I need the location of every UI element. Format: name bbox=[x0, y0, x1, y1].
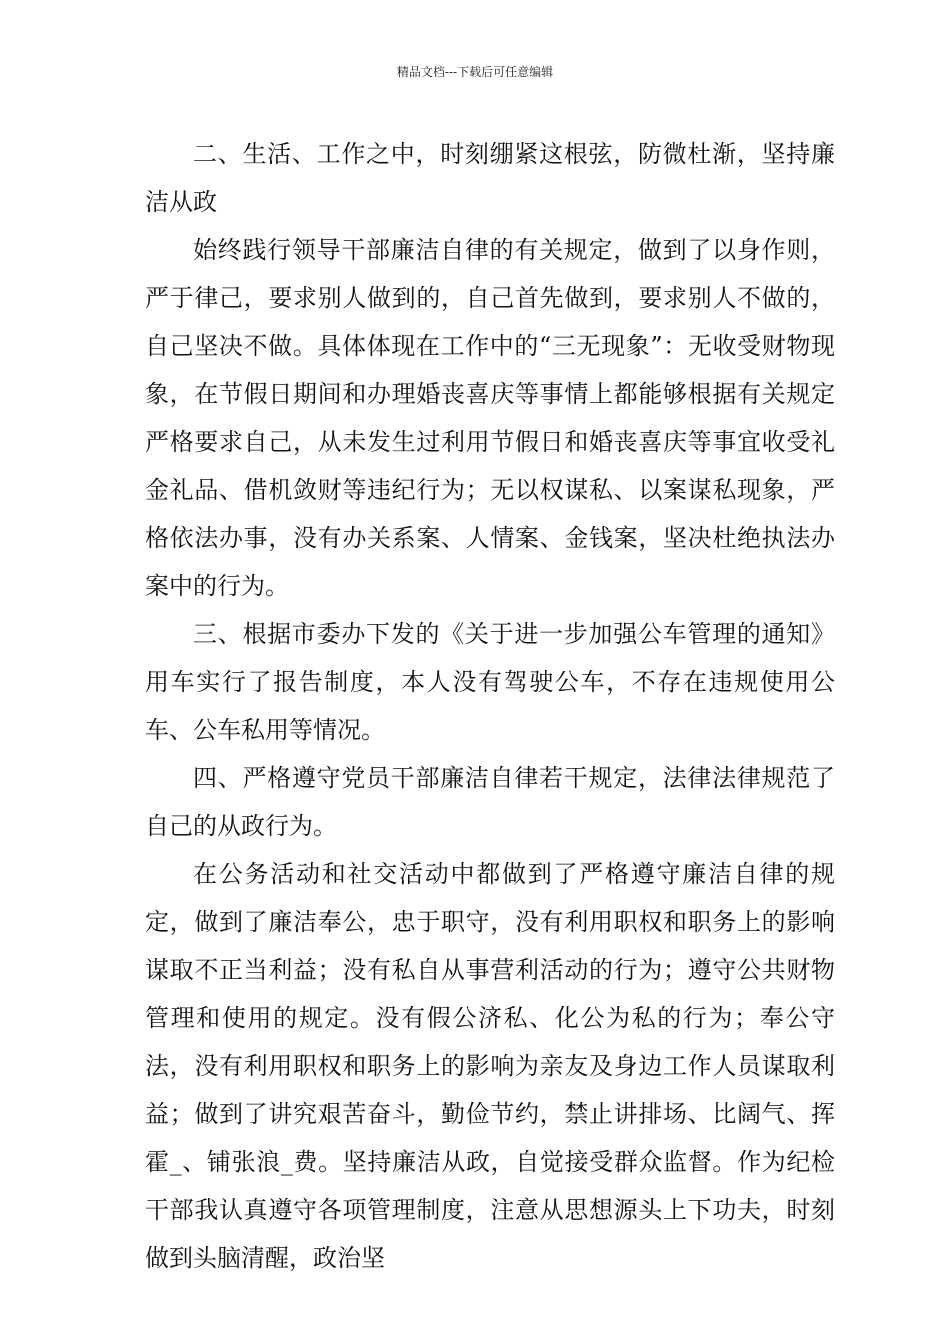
paragraph-section-three: 三、根据市委办下发的《关于进一步加强公车管理的通知》用车实行了报告制度，本人没有驾驶公车，不存在违规使用公车、公车私用等情况。 bbox=[145, 620, 835, 744]
document-body bbox=[145, 130, 835, 1282]
paragraph-section-two: 二、生活、工作之中，时刻绷紧这根弦，防微杜渐，坚持廉洁从政 bbox=[145, 140, 835, 216]
paragraph-self-discipline: 始终践行领导干部廉洁自律的有关规定，做到了以身作则，严于律己，要求别人做到的，自己首先做到，要求别人不做的，自己坚决不做。具体体现在工作中的“三无现象”：无收受财物现象，在节假日期间和办理婚丧喜庆等事情上都能够根据有关规定严格要求自己，从未发生过利用节假日和婚丧喜庆等事宜收受礼金礼品、借机敛财等违纪行为；无以权谋私、以案谋私现象，严格依法办事，没有办关系案、人情案、金钱案，坚决杜绝执法办案中的行为。 bbox=[145, 236, 835, 600]
page-header: 精品文档---下载后可任意编辑 bbox=[396, 65, 554, 79]
paragraph-section-four: 四、严格遵守党员干部廉洁自律若干规定，法律法律规范了自己的从政行为。 bbox=[145, 764, 835, 840]
paragraph-official-activities: 在公务活动和社交活动中都做到了严格遵守廉洁自律的规定，做到了廉洁奉公，忠于职守，没有利用职权和职务上的影响谋取不正当利益；没有私自从事营利活动的行为；遵守公共财物管理和使用的规定。没有假公济私、化公为私的行为；奉公守法，没有利用职权和职务上的影响为亲友及身边工作人员谋取利益；做到了讲究艰苦奋斗，勤俭节约，禁止讲排场、比阔气、挥霍_、铺张浪_费。坚持廉洁从政，自觉接受群众监督。作为纪检干部我认真遵守各项管理制度，注意从思想源头上下功夫，时刻做到头脑清醒，政治坚 bbox=[145, 860, 835, 1272]
